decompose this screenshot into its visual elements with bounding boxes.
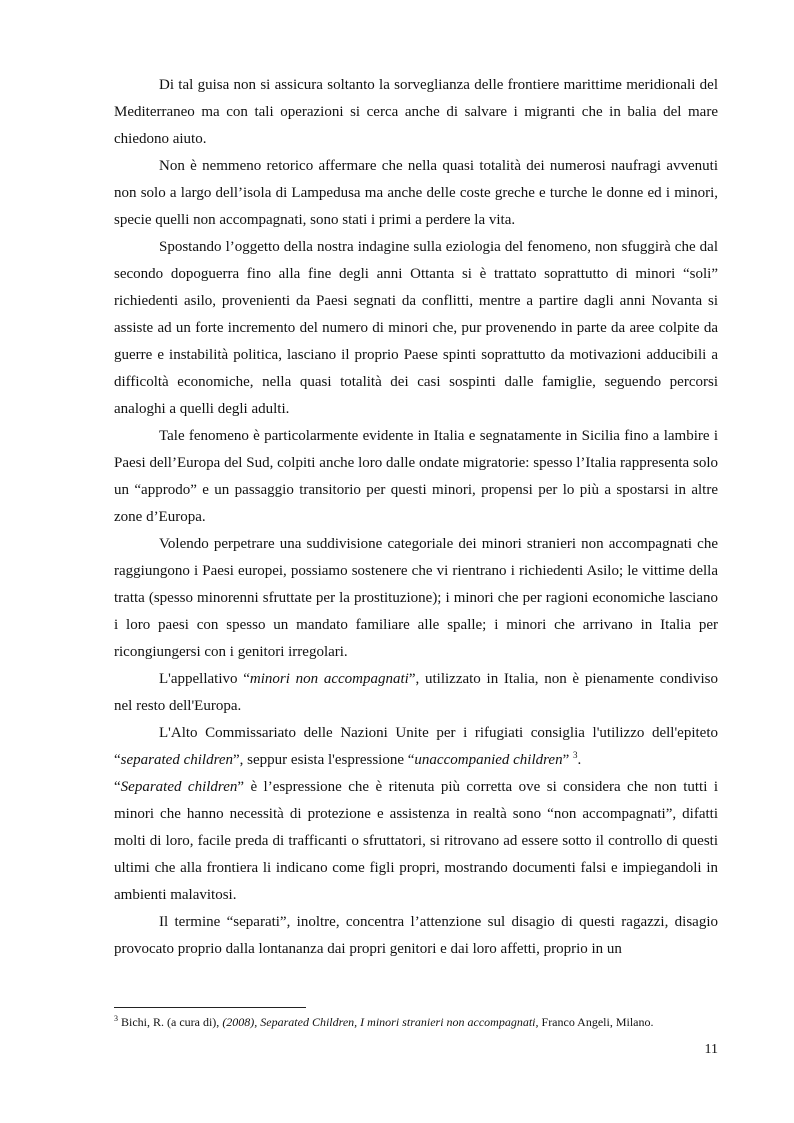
- paragraph: [114, 531, 718, 666]
- paragraph: [114, 774, 718, 909]
- paragraph: [114, 423, 718, 531]
- footnote-reference: 3: [573, 750, 578, 760]
- text-run: ”, utilizzato in Italia, non è pienamente condiviso nel resto dell'Europa.: [114, 671, 719, 714]
- footnote-text: [121, 1015, 654, 1029]
- text-run: Spostando l’oggetto della nostra indagine sulla eziologia del fenomeno, non sfuggirà che dal secondo dopoguerra fino alla fine degli anni Ottanta si è trattato soprattutto di minori “soli” richiedenti asilo, provenienti da Paesi segnati da conflitti, mentre a partire dagli anni Novanta si assiste ad un forte incremento del numero di minori che, pur provenendo in parte da aree colpite da guerre e instabilità politica, lasciano il proprio Paese spinti soprattutto da motivazioni adducibili a difficoltà economiche, nella quasi totalità dei casi sospinti dalle famiglie, seguendo percorsi analoghi a quelli degli adulti.: [114, 239, 718, 417]
- text-run: ”: [562, 752, 573, 768]
- paragraph: [114, 72, 718, 153]
- footnote-marker: 3: [114, 1014, 118, 1023]
- body-text: [114, 72, 718, 963]
- text-run: L'appellativo “: [159, 671, 250, 687]
- text-run: ” è l’espressione che è ritenuta più corretta ove si considera che non tutti i minori che hanno necessità di protezione e assistenza in realtà sono “non accompagnati”, difatti molti di loro, facile preda di trafficanti o sfruttatori, si ritrovano ad essere sotto il controllo di questi ultimi che alla frontiera li indicano come figli propri, mostrando documenti falsi e impiegandoli in ambienti malavitosi.: [114, 779, 718, 903]
- italic-text: unaccompanied children: [414, 752, 563, 768]
- paragraph: [114, 153, 718, 234]
- text-run: Bichi, R. (a cura di),: [121, 1015, 223, 1029]
- text-run: Volendo perpetrare una suddivisione categoriale dei minori stranieri non accompagnati che raggiungono i Paesi europei, possiamo sostenere che vi rientrano i richiedenti Asilo; le vittime della tratta (spesso minorenni sfruttate per la prostituzione); i minori che per ragioni economiche lasciano i loro paesi con spesso un mandato familiare alle spalle; i minori che arrivano in Italia per ricongiungersi con i genitori irregolari.: [114, 536, 718, 660]
- text-run: “: [114, 779, 121, 795]
- footnote-separator: [114, 1007, 306, 1008]
- text-run: Il termine “separati”, inoltre, concentra l’attenzione sul disagio di questi ragazzi, disagio provocato proprio dalla lontananza dai propri genitori e dai loro affetti, proprio in un: [114, 914, 718, 957]
- text-run: Di tal guisa non si assicura soltanto la sorveglianza delle frontiere marittime meridionali del Mediterraneo ma con tali operazioni si cerca anche di salvare i migranti che in balia del mare chiedono aiuto.: [114, 77, 718, 147]
- text-run: Tale fenomeno è particolarmente evidente in Italia e segnatamente in Sicilia fino a lambire i Paesi dell’Europa del Sud, colpiti anche loro dalle ondate migratorie: spesso l’Italia rappresenta solo un “approdo” e un passaggio transitorio per questi minori, propensi per lo più a spostarsi in altre zone d’Europa.: [114, 428, 718, 525]
- italic-text: (2008), Separated Children, I minori stranieri non accompagnati,: [222, 1015, 539, 1029]
- text-run: Franco Angeli, Milano.: [538, 1015, 654, 1029]
- paragraph: [114, 720, 718, 774]
- text-run: L'Alto Commissariato delle Nazioni Unite per i rifugiati consiglia l'utilizzo dell'epiteto “: [114, 725, 718, 768]
- page-number: 11: [704, 1042, 718, 1057]
- text-run: Non è nemmeno retorico affermare che nella quasi totalità dei numerosi naufragi avvenuti non solo a largo dell’isola di Lampedusa ma anche delle coste greche e turche le donne ed i minori, specie quelli non accompagnati, sono stati i primi a perdere la vita.: [114, 158, 718, 228]
- italic-text: minori non accompagnati: [249, 671, 409, 687]
- paragraph: [114, 909, 718, 963]
- text-run: ”, seppur esista l'espressione “: [233, 752, 415, 768]
- italic-text: Separated children: [120, 779, 238, 795]
- paragraph: [114, 234, 718, 423]
- paragraph: [114, 666, 718, 720]
- footnote: [114, 1014, 724, 1030]
- text-run: .: [577, 752, 582, 768]
- italic-text: separated children: [120, 752, 234, 768]
